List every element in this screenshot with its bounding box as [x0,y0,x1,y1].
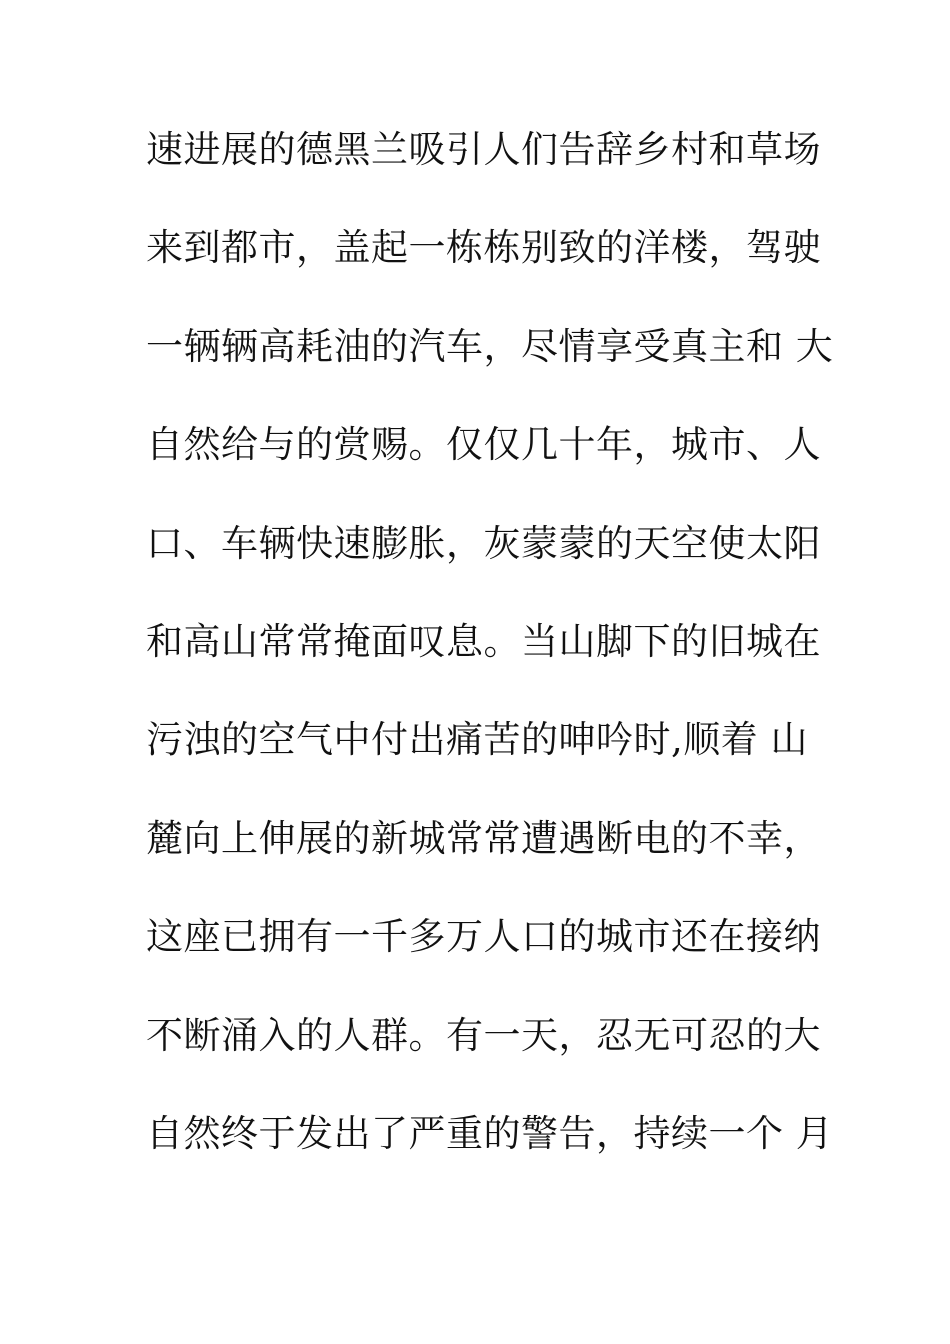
text-line: 和高山常常掩面叹息。当山脚下的旧城在 [146,619,821,663]
text-line: 不断涌入的人群。有一天，忍无可忍的大 [146,1013,821,1057]
text-line: 速进展的德黑兰吸引人们告辞乡村和草场 [146,128,821,171]
body-text [146,128,834,1210]
text-line: 自然给与的赏赐。仅仅几十年，城市、人 [146,423,821,467]
text-line: 一辆辆高耗油的汽车，尽情享受真主和 大 [146,324,834,368]
text-line: 来到都市，盖起一栋栋别致的洋楼，驾驶 [146,226,821,270]
text-line: 这座已拥有一千多万人口的城市还在接纳 [146,915,821,959]
text-line: 自然终于发出了严重的警告，持续一个 月 [146,1111,834,1155]
text-line: 口、车辆快速膨胀，灰蒙蒙的天空使太阳 [146,521,821,565]
text-line: 麓向上伸展的新城常常遭遇断电的不幸， [146,816,821,860]
text-line: 污浊的空气中付出痛苦的呻吟时,顺着 山 [146,718,809,762]
